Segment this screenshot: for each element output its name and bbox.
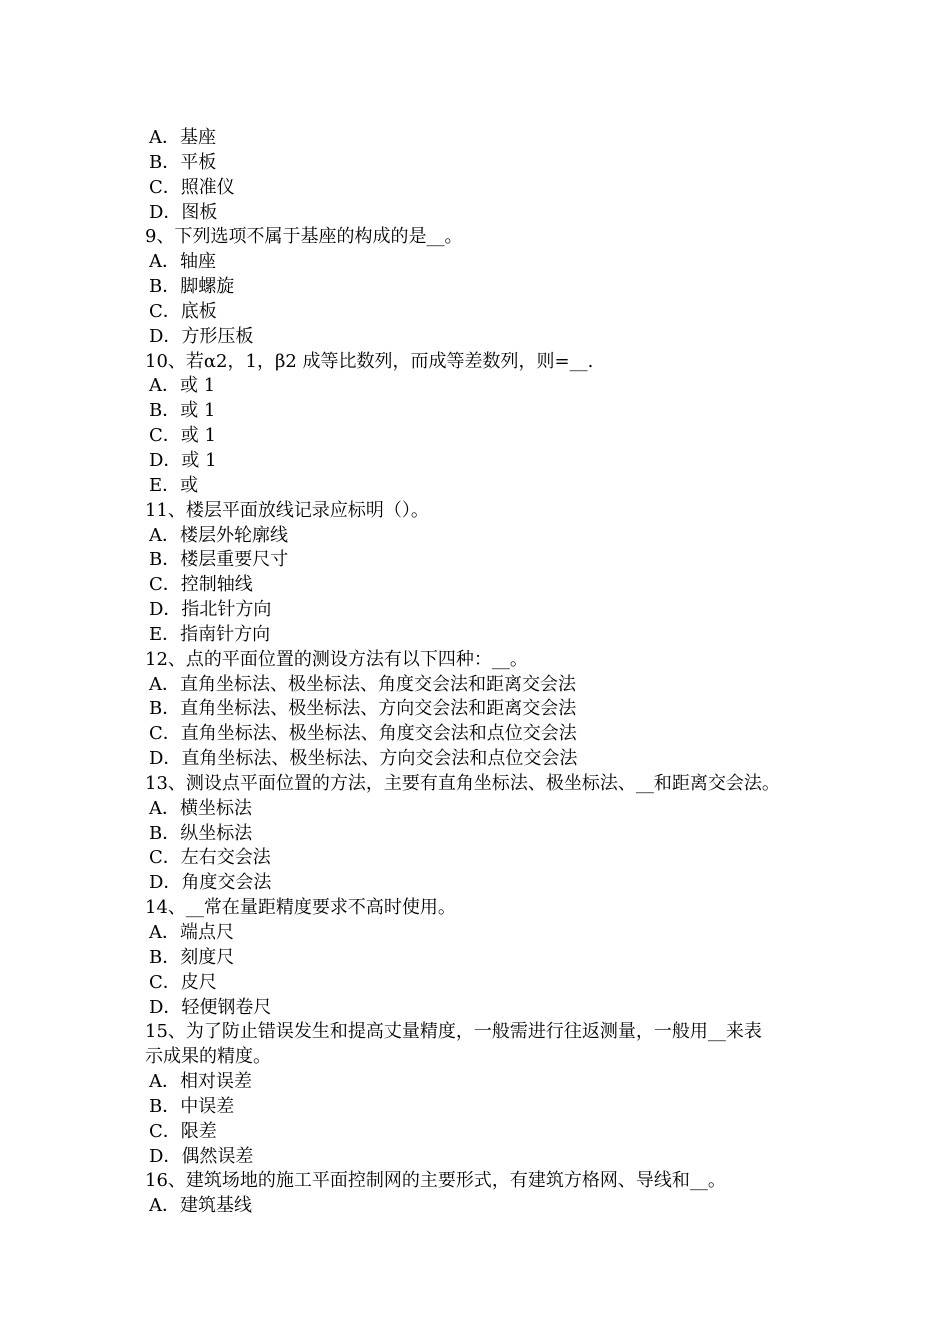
answer-option: B．直角坐标法、极坐标法、方向交会法和距离交会法 — [149, 698, 577, 720]
question-text: 11、楼层平面放线记录应标明（）。 — [145, 499, 429, 521]
answer-option: E．指南针方向 — [149, 623, 271, 645]
answer-option: D．轻便钢卷尺 — [149, 996, 272, 1018]
answer-option: B．平板 — [149, 151, 217, 173]
answer-option: D．偶然误差 — [149, 1145, 254, 1167]
question-text: 示成果的精度。 — [145, 1046, 271, 1068]
question-text: 14、__常在量距精度要求不高时使用。 — [145, 897, 456, 919]
answer-option: C．直角坐标法、极坐标法、角度交会法和点位交会法 — [149, 723, 577, 745]
answer-option: E．或 — [149, 474, 199, 496]
answer-option: C．照准仪 — [149, 176, 235, 198]
answer-option: C．限差 — [149, 1120, 217, 1142]
question-text: 16、建筑场地的施工平面控制网的主要形式，有建筑方格网、导线和__。 — [145, 1170, 726, 1192]
answer-option: C．皮尺 — [149, 971, 217, 993]
answer-option: B．或 1 — [149, 400, 216, 422]
answer-option: D．直角坐标法、极坐标法、方向交会法和点位交会法 — [149, 748, 578, 770]
question-text: 9、下列选项不属于基座的构成的是__。 — [145, 226, 463, 248]
answer-option: C．底板 — [149, 300, 217, 322]
answer-option: B．中误差 — [149, 1095, 235, 1117]
answer-option: A．基座 — [149, 127, 216, 148]
answer-option: D．角度交会法 — [149, 872, 272, 894]
question-text: 10、若α2，1，β2 成等比数列，而成等差数列，则=__. — [145, 350, 594, 372]
answer-option: C．控制轴线 — [149, 574, 253, 596]
document-body — [145, 126, 825, 1219]
answer-option: A．相对误差 — [149, 1071, 252, 1093]
question-text: 12、点的平面位置的测设方法有以下四种：__。 — [145, 648, 528, 670]
answer-option: B．刻度尺 — [149, 946, 235, 968]
answer-option: B．纵坐标法 — [149, 822, 253, 844]
answer-option: D．方形压板 — [149, 325, 254, 347]
answer-option: A．端点尺 — [149, 922, 234, 943]
answer-option: A．轴座 — [149, 251, 216, 273]
answer-option: A．建筑基线 — [149, 1195, 252, 1217]
answer-option: A．横坐标法 — [149, 797, 252, 819]
answer-option: D．指北针方向 — [149, 599, 272, 621]
question-text: 13、测设点平面位置的方法，主要有直角坐标法、极坐标法、__和距离交会法。 — [145, 772, 780, 794]
answer-option: B．脚螺旋 — [149, 276, 235, 298]
answer-option: D．或 1 — [149, 449, 217, 471]
answer-option: B．楼层重要尺寸 — [149, 549, 289, 571]
answer-option: A．直角坐标法、极坐标法、角度交会法和距离交会法 — [149, 673, 576, 695]
answer-option: C．或 1 — [149, 425, 216, 447]
question-text: 15、为了防止错误发生和提高丈量精度，一般需进行往返测量，一般用__来表 — [145, 1021, 762, 1043]
answer-option: A．楼层外轮廓线 — [149, 524, 288, 546]
answer-option: C．左右交会法 — [149, 847, 271, 869]
answer-option: D．图板 — [149, 201, 218, 223]
answer-option: A．或 1 — [149, 375, 216, 397]
